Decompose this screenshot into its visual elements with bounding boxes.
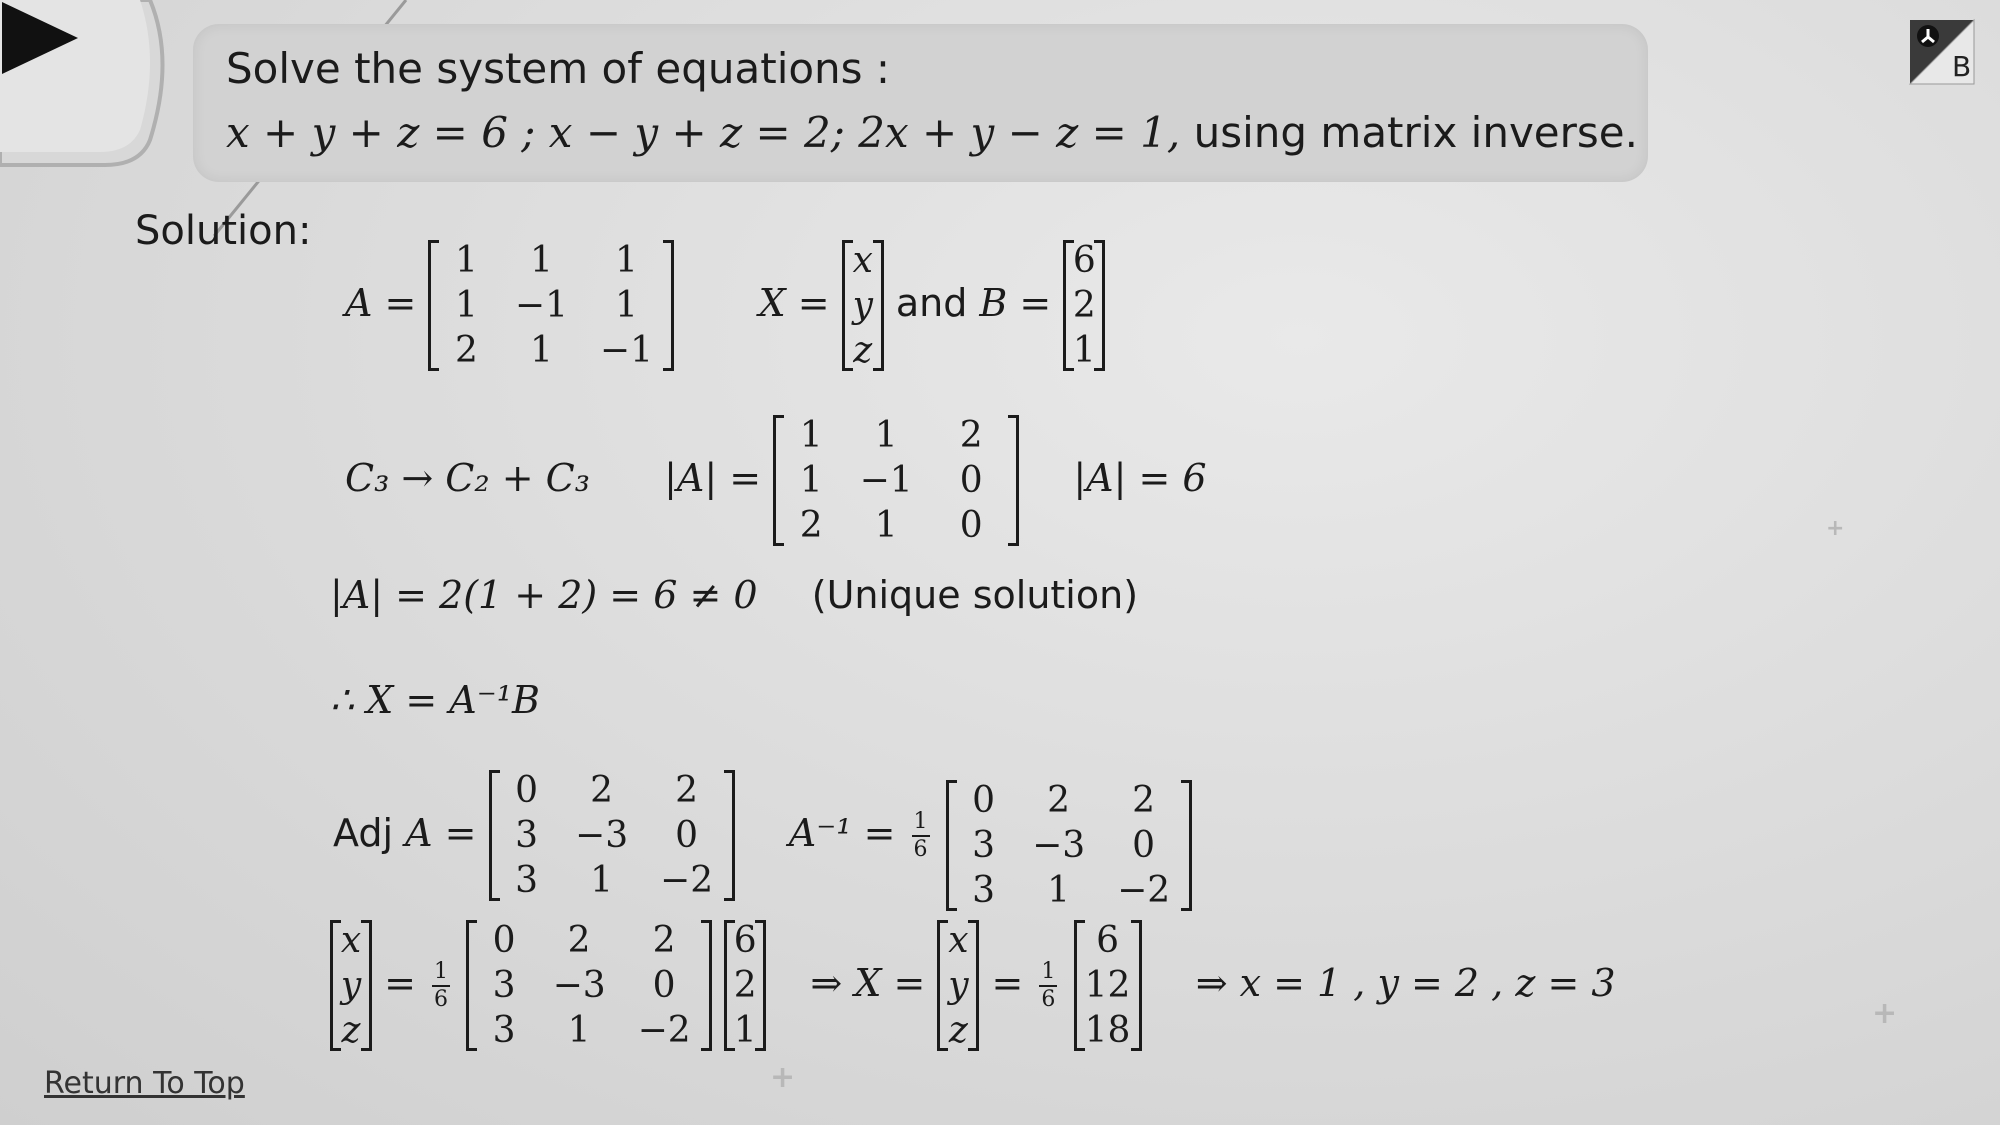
matrix-cell: 2: [799, 505, 823, 546]
matrix-cell: 2: [455, 330, 478, 371]
fraction-numerator: 1: [912, 809, 930, 837]
matrix-cell: 6: [733, 920, 757, 961]
column-operation-line: [345, 413, 1207, 548]
inverse-formula-line: [330, 678, 540, 722]
final-answer: ⇒ x = 1 , y = 2 , z = 3: [1195, 961, 1616, 1005]
inverse-formula: ∴ X = A⁻¹B: [330, 678, 540, 722]
matrix-cell: 1: [615, 240, 638, 281]
matrix-cell: y: [340, 965, 362, 1006]
fraction-one-sixth: [1039, 959, 1057, 1013]
matrix-cell: 3: [515, 860, 539, 901]
fraction-one-sixth: [912, 809, 930, 863]
matrix-cell: 0: [959, 505, 983, 546]
play-button-region: [0, 0, 170, 170]
plus-icon: +: [1872, 996, 1898, 1031]
matrix-cell: y: [852, 285, 873, 326]
fraction-one-sixth: [432, 959, 450, 1013]
matrix-cell: 2: [1047, 780, 1071, 821]
adj-var: A =: [405, 811, 477, 855]
unique-solution-note: (Unique solution): [811, 573, 1139, 617]
question-title: Solve the system of equations :: [226, 44, 891, 93]
matrix-xyz-2: [937, 918, 979, 1053]
adj-label: Adj: [333, 811, 394, 855]
column-operation: C₃ → C₂ + C₃: [345, 456, 590, 500]
matrix-definitions: [345, 238, 1105, 373]
matrix-cell: 1: [567, 1010, 591, 1051]
matrix-cell: 2: [1132, 780, 1156, 821]
matrix-cell: 2: [733, 965, 757, 1006]
equals-sign: =: [991, 961, 1024, 1005]
adjoint-inverse-line: [333, 758, 1192, 913]
matrix-cell: 18: [1084, 1010, 1131, 1051]
determinant-check-line: [330, 573, 1138, 617]
play-icon[interactable]: [0, 0, 80, 76]
matrix-cell: −2: [1117, 870, 1171, 911]
matrix-cell: 1: [1072, 330, 1096, 371]
fraction-denominator: 6: [434, 986, 449, 1012]
matrix-cell: 1: [455, 285, 478, 326]
matrix-cell: 0: [972, 780, 996, 821]
matrix-result: [1074, 918, 1142, 1053]
matrix-cell: 0: [1132, 825, 1156, 866]
question-equations: [226, 108, 1638, 157]
B-label: B =: [979, 281, 1052, 325]
equals-sign: =: [384, 961, 416, 1005]
matrix-cell: 3: [492, 965, 516, 1006]
matrix-inverse: [946, 778, 1192, 913]
fraction-numerator: 1: [432, 959, 450, 987]
matrix-cell: 1: [874, 415, 898, 456]
method-text: using matrix inverse.: [1180, 108, 1638, 157]
matrix-cell: 1: [615, 285, 638, 326]
matrix-cell: 3: [972, 870, 996, 911]
and-text: and: [895, 281, 968, 325]
matrix-cell: 12: [1084, 965, 1131, 1006]
matrix-cell: 1: [799, 460, 823, 501]
matrix-cell: −1: [514, 285, 568, 326]
matrix-cell: 1: [1047, 870, 1071, 911]
matrix-cell: 1: [874, 505, 898, 546]
matrix-cell: x: [948, 920, 969, 961]
matrix-cell: z: [948, 1010, 968, 1051]
matrix-cell: 1: [590, 860, 614, 901]
matrix-cell: −1: [599, 330, 653, 371]
matrix-cell: 2: [959, 415, 983, 456]
matrix-cell: 3: [492, 1010, 516, 1051]
matrix-cell: 3: [515, 815, 539, 856]
matrix-cell: x: [852, 240, 873, 281]
matrix-cell: 1: [530, 330, 553, 371]
matrix-cell: −1: [859, 460, 913, 501]
return-to-top-link[interactable]: Return To Top: [44, 1066, 245, 1101]
brand-logo-icon[interactable]: [1908, 18, 1976, 86]
matrix-cell: −2: [637, 1010, 691, 1051]
matrix-cell: 2: [567, 920, 591, 961]
matrix-cell: 2: [675, 770, 699, 811]
matrix-cell: 6: [1096, 920, 1119, 961]
fraction-numerator: 1: [1039, 959, 1057, 987]
matrix-cell: −3: [1032, 825, 1086, 866]
matrix-cell: x: [340, 920, 362, 961]
matrix-X: [842, 238, 884, 373]
det-result: |A| = 6: [1073, 456, 1207, 500]
matrix-xyz: [330, 918, 372, 1053]
matrix-cell: 0: [492, 920, 516, 961]
matrix-cell: 0: [515, 770, 539, 811]
matrix-A: [428, 238, 674, 373]
matrix-cell: −2: [660, 860, 714, 901]
inverse-label: A⁻¹ =: [788, 811, 896, 855]
plus-icon: +: [1826, 516, 1845, 541]
matrix-cell: y: [948, 965, 969, 1006]
matrix-cell: 2: [652, 920, 676, 961]
svg-text:B: B: [1952, 50, 1972, 83]
implies-X: ⇒ X =: [810, 961, 926, 1005]
final-computation-line: [330, 918, 1616, 1053]
matrix-cell: 3: [972, 825, 996, 866]
matrix-adj: [489, 768, 735, 903]
fraction-denominator: 6: [913, 836, 928, 862]
matrix-det: [773, 413, 1019, 548]
A-label: A =: [345, 281, 417, 325]
matrix-cell: 1: [799, 415, 823, 456]
det-label: |A| =: [664, 456, 762, 500]
matrix-cell: 1: [455, 240, 478, 281]
plus-icon: +: [770, 1060, 796, 1095]
matrix-cell: 1: [733, 1010, 757, 1051]
X-label: X =: [758, 281, 830, 325]
determinant-equation: |A| = 2(1 + 2) = 6 ≠ 0: [330, 573, 758, 617]
matrix-cell: 0: [959, 460, 983, 501]
matrix-cell: 2: [1072, 285, 1096, 326]
matrix-cell: −3: [552, 965, 606, 1006]
matrix-cell: 0: [652, 965, 676, 1006]
matrix-cell: z: [853, 330, 873, 371]
matrix-inverse-numerator: [466, 918, 712, 1053]
matrix-cell: 1: [530, 240, 553, 281]
matrix-cell: 6: [1072, 240, 1096, 281]
matrix-B-repeat: [724, 918, 766, 1053]
matrix-cell: z: [341, 1010, 361, 1051]
matrix-B: [1063, 238, 1105, 373]
equations-text: x + y + z = 6 ; x − y + z = 2; 2x + y − z = 1,: [226, 108, 1181, 157]
fraction-denominator: 6: [1041, 986, 1056, 1012]
solution-label: Solution:: [135, 208, 312, 254]
matrix-cell: 2: [590, 770, 614, 811]
matrix-cell: 0: [675, 815, 699, 856]
matrix-cell: −3: [575, 815, 629, 856]
